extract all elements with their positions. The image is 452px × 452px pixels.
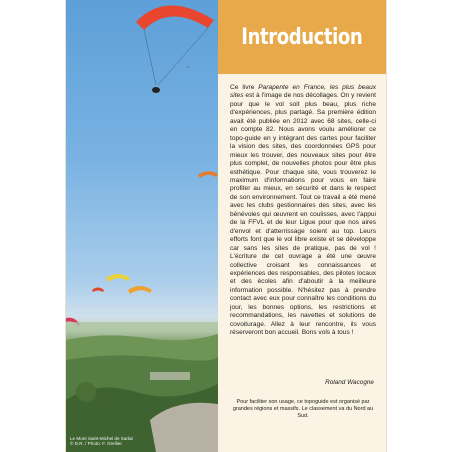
tree [76,382,96,402]
text-column [218,74,386,452]
small-glider [198,171,218,178]
paraglider-pilot [152,87,160,93]
tiny-glider [186,66,190,68]
photo-credit [70,436,214,447]
book-title: Parapente en France, les plus beaux sites [230,84,376,100]
red-glider [92,288,104,293]
title-banner [218,0,386,74]
intro-lead: Ce livre [230,84,259,91]
photo-illustration [66,0,218,452]
paraglider-canopy-top [136,5,214,30]
page-title: Introduction [241,24,363,50]
book-page [66,0,386,452]
tree [98,392,114,408]
photo-credit-line: Le Mont Saint-Michel de Sarlat [70,435,133,441]
usage-note: Pour faciliter son usage, ce topoguide est organisé par grandes régions et massifs. Le classement va du Nord au Sud. [232,399,374,419]
photo-credit-line: © D.R. / Photo: F. Grellier [70,441,122,447]
paraglider-lines [144,28,208,85]
distant-fields [66,322,218,332]
author-signature: Roland Wacogne [325,379,374,386]
orange-glider [128,286,152,294]
paragliders-photo [66,0,218,452]
village [150,372,190,380]
yellow-glider [106,274,130,282]
introduction-text [230,84,376,338]
intro-body: est à l'image de nos décollages. On y revient pour que le vol soit plus beau, plus riche d'expériences, plus partagé. Sa première édition avait été publiée en 2012 avec 68 sites, celle-ci en compte 82. Nous avons voulu améliorer ce topo-guide en y intégrant des cartes pour faciliter la vision des sites, des coordonnées GPS pour mieux les trouver, des nouveaux sites pour être plus complet, de nouvelles photos pour être plus esthétique. Pour chaque site, vous trouverez le maximum d'informations pour vous en faire profiter au mieux, en sécurité et dans le respect de son environnement. Tout ce travail a été mené avec les clubs gestionnaires des sites, avec les bénévoles qui œuvrent en coulisses, avec l'appui de la FFVL et de leur Ligue pour que nos aires d'envol et d'atterrissage soient au top. Leurs efforts font que le vol libre existe et se développe car sans les sites de pratique, pas de vol ! L'écriture de cet ouvrage a été une œuvre collective croisant les connaissances et expériences des responsables, des pilotes locaux et des écoles afin d'aboutir à la meilleure information possible. N'hésitez pas à prendre contact avec eux pour connaître les conditions du jour, les bonnes options, les restrictions et recommandations, les navettes et solutions de covoiturage. Allez à leur rencontre, ils vous réserveront bon accueil. Bons vols à tous ! [230,92,376,337]
